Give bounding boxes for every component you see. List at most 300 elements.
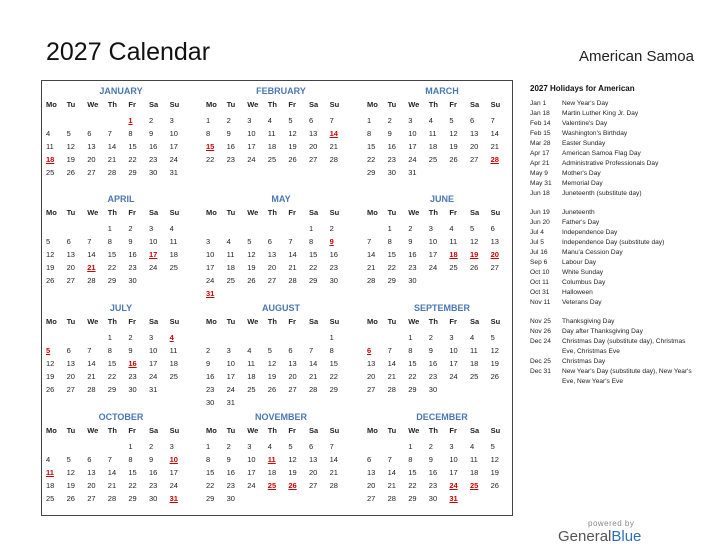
- day-cell[interactable]: 9: [408, 237, 413, 246]
- day-cell[interactable]: 29: [128, 494, 137, 503]
- day-cell[interactable]: 27: [308, 481, 318, 490]
- day-cell[interactable]: 3: [226, 346, 231, 355]
- day-cell[interactable]: 11: [428, 129, 437, 138]
- day-cell[interactable]: 3: [247, 116, 252, 125]
- day-cell[interactable]: 24: [408, 155, 417, 164]
- day-cell[interactable]: 14: [308, 359, 318, 368]
- day-cell[interactable]: 4: [226, 237, 231, 246]
- holiday-day-cell[interactable]: 18: [46, 155, 55, 164]
- day-cell[interactable]: 17: [449, 468, 458, 477]
- day-cell[interactable]: 16: [206, 372, 215, 381]
- day-cell[interactable]: 25: [247, 385, 256, 394]
- day-cell[interactable]: 31: [226, 398, 235, 407]
- day-cell[interactable]: 14: [387, 359, 396, 368]
- day-cell[interactable]: 19: [490, 468, 499, 477]
- day-cell[interactable]: 2: [387, 116, 392, 125]
- day-cell[interactable]: 25: [169, 372, 178, 381]
- day-cell[interactable]: 30: [408, 276, 417, 285]
- day-cell[interactable]: 4: [428, 116, 433, 125]
- day-cell[interactable]: 2: [148, 442, 154, 451]
- day-cell[interactable]: 8: [107, 346, 112, 355]
- day-cell[interactable]: 27: [87, 494, 96, 503]
- day-cell[interactable]: 22: [107, 263, 117, 272]
- day-cell[interactable]: 30: [148, 168, 158, 177]
- holiday-day-cell[interactable]: 11: [46, 468, 54, 477]
- day-cell[interactable]: 22: [367, 155, 376, 164]
- day-cell[interactable]: 16: [428, 359, 438, 368]
- day-cell[interactable]: 27: [308, 155, 318, 164]
- day-cell[interactable]: 20: [308, 468, 318, 477]
- day-cell[interactable]: 28: [107, 494, 117, 503]
- day-cell[interactable]: 27: [87, 168, 96, 177]
- day-cell[interactable]: 27: [469, 155, 479, 164]
- day-cell[interactable]: 22: [107, 372, 117, 381]
- day-cell[interactable]: 10: [408, 129, 417, 138]
- day-cell[interactable]: 8: [367, 129, 372, 138]
- day-cell[interactable]: 21: [329, 142, 338, 151]
- day-cell[interactable]: 17: [226, 372, 235, 381]
- day-cell[interactable]: 9: [428, 346, 433, 355]
- day-cell[interactable]: 15: [206, 468, 215, 477]
- day-cell[interactable]: 27: [66, 276, 75, 285]
- day-cell[interactable]: 12: [46, 359, 55, 368]
- day-cell[interactable]: 18: [169, 359, 178, 368]
- day-cell[interactable]: 7: [329, 442, 334, 451]
- holiday-day-cell[interactable]: 9: [329, 237, 334, 246]
- day-cell[interactable]: 12: [66, 468, 75, 477]
- day-cell[interactable]: 24: [148, 263, 158, 272]
- day-cell[interactable]: 29: [308, 276, 318, 285]
- day-cell[interactable]: 10: [148, 237, 158, 246]
- day-cell[interactable]: 3: [428, 224, 433, 233]
- day-cell[interactable]: 11: [469, 346, 478, 355]
- day-cell[interactable]: 26: [46, 276, 55, 285]
- day-cell[interactable]: 18: [267, 142, 277, 151]
- day-cell[interactable]: 22: [128, 155, 137, 164]
- day-cell[interactable]: 25: [169, 263, 178, 272]
- holiday-day-cell[interactable]: 1: [128, 116, 133, 125]
- day-cell[interactable]: 11: [267, 129, 276, 138]
- day-cell[interactable]: 10: [449, 455, 458, 464]
- day-cell[interactable]: 14: [107, 468, 117, 477]
- day-cell[interactable]: 8: [329, 346, 334, 355]
- day-cell[interactable]: 16: [148, 468, 158, 477]
- day-cell[interactable]: 18: [428, 142, 438, 151]
- day-cell[interactable]: 9: [206, 359, 211, 368]
- day-cell[interactable]: 29: [387, 276, 396, 285]
- day-cell[interactable]: 1: [308, 224, 314, 233]
- day-cell[interactable]: 2: [408, 224, 413, 233]
- day-cell[interactable]: 23: [408, 263, 417, 272]
- day-cell[interactable]: 8: [408, 455, 413, 464]
- day-cell[interactable]: 24: [226, 385, 235, 394]
- day-cell[interactable]: 26: [46, 385, 55, 394]
- holiday-day-cell[interactable]: 18: [449, 250, 458, 259]
- day-cell[interactable]: 9: [387, 129, 392, 138]
- day-cell[interactable]: 23: [128, 372, 137, 381]
- day-cell[interactable]: 15: [329, 359, 338, 368]
- day-cell[interactable]: 14: [387, 468, 396, 477]
- holiday-day-cell[interactable]: 31: [206, 289, 215, 298]
- day-cell[interactable]: 13: [267, 250, 277, 259]
- day-cell[interactable]: 29: [408, 385, 417, 394]
- day-cell[interactable]: 23: [148, 155, 158, 164]
- day-cell[interactable]: 19: [247, 263, 256, 272]
- day-cell[interactable]: 3: [148, 333, 154, 342]
- day-cell[interactable]: 10: [449, 346, 458, 355]
- holiday-day-cell[interactable]: 5: [46, 346, 51, 355]
- day-cell[interactable]: 2: [128, 333, 133, 342]
- day-cell[interactable]: 22: [128, 481, 137, 490]
- day-cell[interactable]: 19: [46, 263, 55, 272]
- day-cell[interactable]: 21: [387, 481, 396, 490]
- day-cell[interactable]: 8: [128, 129, 133, 138]
- day-cell[interactable]: 21: [490, 142, 499, 151]
- day-cell[interactable]: 24: [206, 276, 215, 285]
- day-cell[interactable]: 4: [267, 442, 272, 451]
- day-cell[interactable]: 4: [46, 129, 51, 138]
- day-cell[interactable]: 25: [428, 155, 438, 164]
- day-cell[interactable]: 27: [288, 385, 297, 394]
- holiday-day-cell[interactable]: 20: [490, 250, 499, 259]
- day-cell[interactable]: 6: [66, 346, 71, 355]
- day-cell[interactable]: 15: [408, 359, 417, 368]
- day-cell[interactable]: 20: [87, 481, 96, 490]
- day-cell[interactable]: 23: [206, 385, 215, 394]
- day-cell[interactable]: 1: [206, 116, 211, 125]
- day-cell[interactable]: 10: [247, 129, 256, 138]
- day-cell[interactable]: 4: [469, 442, 475, 451]
- day-cell[interactable]: 18: [267, 468, 277, 477]
- day-cell[interactable]: 15: [128, 468, 137, 477]
- day-cell[interactable]: 17: [206, 263, 215, 272]
- day-cell[interactable]: 28: [308, 385, 318, 394]
- day-cell[interactable]: 5: [288, 116, 293, 125]
- day-cell[interactable]: 31: [408, 168, 417, 177]
- day-cell[interactable]: 2: [148, 116, 154, 125]
- day-cell[interactable]: 15: [107, 250, 117, 259]
- day-cell[interactable]: 23: [329, 263, 338, 272]
- holiday-day-cell[interactable]: 31: [169, 494, 178, 503]
- day-cell[interactable]: 13: [469, 129, 479, 138]
- day-cell[interactable]: 26: [288, 155, 297, 164]
- day-cell[interactable]: 14: [87, 359, 96, 368]
- day-cell[interactable]: 12: [247, 250, 256, 259]
- day-cell[interactable]: 12: [267, 359, 277, 368]
- day-cell[interactable]: 26: [267, 385, 277, 394]
- day-cell[interactable]: 27: [267, 276, 277, 285]
- day-cell[interactable]: 12: [46, 250, 55, 259]
- day-cell[interactable]: 6: [87, 129, 92, 138]
- day-cell[interactable]: 28: [329, 481, 338, 490]
- day-cell[interactable]: 3: [408, 116, 413, 125]
- holiday-day-cell[interactable]: 28: [490, 155, 499, 164]
- day-cell[interactable]: 3: [449, 333, 454, 342]
- holiday-day-cell[interactable]: 26: [288, 481, 297, 490]
- day-cell[interactable]: 5: [288, 442, 293, 451]
- day-cell[interactable]: 29: [128, 168, 137, 177]
- day-cell[interactable]: 3: [206, 237, 211, 246]
- day-cell[interactable]: 7: [367, 237, 372, 246]
- day-cell[interactable]: 10: [169, 129, 178, 138]
- holiday-day-cell[interactable]: 31: [449, 494, 458, 503]
- day-cell[interactable]: 21: [107, 155, 117, 164]
- day-cell[interactable]: 1: [329, 333, 334, 342]
- day-cell[interactable]: 26: [490, 372, 499, 381]
- day-cell[interactable]: 7: [87, 237, 92, 246]
- day-cell[interactable]: 21: [387, 372, 396, 381]
- day-cell[interactable]: 25: [469, 372, 479, 381]
- day-cell[interactable]: 28: [107, 168, 117, 177]
- day-cell[interactable]: 31: [169, 168, 178, 177]
- day-cell[interactable]: 17: [408, 142, 417, 151]
- day-cell[interactable]: 14: [87, 250, 96, 259]
- day-cell[interactable]: 6: [308, 116, 314, 125]
- day-cell[interactable]: 10: [428, 237, 438, 246]
- day-cell[interactable]: 16: [226, 468, 235, 477]
- day-cell[interactable]: 14: [329, 455, 338, 464]
- day-cell[interactable]: 23: [226, 481, 235, 490]
- day-cell[interactable]: 10: [226, 359, 235, 368]
- day-cell[interactable]: 29: [206, 494, 215, 503]
- day-cell[interactable]: 8: [206, 455, 211, 464]
- day-cell[interactable]: 11: [449, 237, 458, 246]
- day-cell[interactable]: 7: [107, 129, 112, 138]
- day-cell[interactable]: 20: [367, 481, 376, 490]
- day-cell[interactable]: 11: [469, 455, 478, 464]
- day-cell[interactable]: 27: [66, 385, 75, 394]
- day-cell[interactable]: 24: [169, 481, 178, 490]
- day-cell[interactable]: 13: [308, 129, 318, 138]
- day-cell[interactable]: 22: [206, 481, 215, 490]
- day-cell[interactable]: 1: [107, 333, 112, 342]
- day-cell[interactable]: 22: [408, 372, 417, 381]
- day-cell[interactable]: 29: [107, 276, 117, 285]
- day-cell[interactable]: 12: [490, 346, 499, 355]
- day-cell[interactable]: 27: [367, 385, 376, 394]
- day-cell[interactable]: 13: [87, 142, 96, 151]
- holiday-day-cell[interactable]: 11: [267, 455, 276, 464]
- day-cell[interactable]: 6: [267, 237, 272, 246]
- day-cell[interactable]: 9: [226, 129, 231, 138]
- day-cell[interactable]: 2: [226, 116, 231, 125]
- day-cell[interactable]: 24: [449, 372, 458, 381]
- day-cell[interactable]: 22: [206, 155, 215, 164]
- day-cell[interactable]: 16: [226, 142, 235, 151]
- day-cell[interactable]: 19: [490, 359, 499, 368]
- day-cell[interactable]: 22: [329, 372, 338, 381]
- day-cell[interactable]: 28: [87, 276, 96, 285]
- day-cell[interactable]: 23: [226, 155, 235, 164]
- day-cell[interactable]: 30: [128, 276, 137, 285]
- day-cell[interactable]: 13: [288, 359, 297, 368]
- day-cell[interactable]: 14: [490, 129, 499, 138]
- day-cell[interactable]: 28: [387, 385, 396, 394]
- day-cell[interactable]: 24: [428, 263, 438, 272]
- day-cell[interactable]: 30: [329, 276, 338, 285]
- day-cell[interactable]: 16: [329, 250, 338, 259]
- day-cell[interactable]: 13: [66, 250, 75, 259]
- day-cell[interactable]: 20: [469, 142, 479, 151]
- holiday-day-cell[interactable]: 14: [329, 129, 338, 138]
- day-cell[interactable]: 16: [148, 142, 158, 151]
- day-cell[interactable]: 25: [46, 168, 55, 177]
- day-cell[interactable]: 4: [46, 455, 51, 464]
- day-cell[interactable]: 30: [206, 398, 215, 407]
- day-cell[interactable]: 22: [308, 263, 318, 272]
- day-cell[interactable]: 8: [206, 129, 211, 138]
- day-cell[interactable]: 13: [367, 359, 376, 368]
- day-cell[interactable]: 2: [128, 224, 133, 233]
- day-cell[interactable]: 27: [367, 494, 376, 503]
- day-cell[interactable]: 19: [46, 372, 55, 381]
- day-cell[interactable]: 9: [148, 455, 154, 464]
- day-cell[interactable]: 25: [267, 155, 277, 164]
- day-cell[interactable]: 14: [107, 142, 117, 151]
- day-cell[interactable]: 13: [66, 359, 75, 368]
- day-cell[interactable]: 15: [128, 142, 137, 151]
- day-cell[interactable]: 7: [87, 346, 92, 355]
- day-cell[interactable]: 6: [66, 237, 71, 246]
- day-cell[interactable]: 1: [367, 116, 372, 125]
- day-cell[interactable]: 12: [490, 455, 499, 464]
- day-cell[interactable]: 20: [308, 142, 318, 151]
- day-cell[interactable]: 21: [329, 468, 338, 477]
- day-cell[interactable]: 27: [490, 263, 499, 272]
- day-cell[interactable]: 22: [387, 263, 396, 272]
- day-cell[interactable]: 7: [329, 116, 334, 125]
- day-cell[interactable]: 28: [288, 276, 297, 285]
- day-cell[interactable]: 1: [408, 333, 413, 342]
- day-cell[interactable]: 9: [428, 455, 433, 464]
- day-cell[interactable]: 29: [367, 168, 376, 177]
- day-cell[interactable]: 26: [66, 494, 75, 503]
- day-cell[interactable]: 16: [408, 250, 417, 259]
- day-cell[interactable]: 30: [128, 385, 137, 394]
- day-cell[interactable]: 2: [206, 346, 211, 355]
- day-cell[interactable]: 25: [226, 276, 235, 285]
- holiday-day-cell[interactable]: 4: [169, 333, 174, 342]
- day-cell[interactable]: 5: [66, 455, 71, 464]
- day-cell[interactable]: 1: [128, 442, 133, 451]
- day-cell[interactable]: 22: [408, 481, 417, 490]
- day-cell[interactable]: 24: [148, 372, 158, 381]
- day-cell[interactable]: 19: [449, 142, 458, 151]
- day-cell[interactable]: 23: [148, 481, 158, 490]
- day-cell[interactable]: 1: [387, 224, 392, 233]
- day-cell[interactable]: 12: [449, 129, 458, 138]
- day-cell[interactable]: 9: [128, 237, 133, 246]
- day-cell[interactable]: 19: [288, 142, 297, 151]
- day-cell[interactable]: 2: [428, 333, 433, 342]
- day-cell[interactable]: 17: [449, 359, 458, 368]
- day-cell[interactable]: 8: [308, 237, 314, 246]
- day-cell[interactable]: 5: [469, 224, 475, 233]
- day-cell[interactable]: 18: [226, 263, 235, 272]
- day-cell[interactable]: 10: [247, 455, 256, 464]
- day-cell[interactable]: 7: [490, 116, 495, 125]
- day-cell[interactable]: 13: [490, 237, 499, 246]
- day-cell[interactable]: 10: [148, 346, 158, 355]
- day-cell[interactable]: 30: [226, 494, 235, 503]
- day-cell[interactable]: 8: [107, 237, 112, 246]
- day-cell[interactable]: 11: [226, 250, 235, 259]
- brand-logo[interactable]: [558, 528, 641, 545]
- day-cell[interactable]: 25: [46, 494, 55, 503]
- day-cell[interactable]: 5: [490, 333, 495, 342]
- day-cell[interactable]: 29: [408, 494, 417, 503]
- day-cell[interactable]: 16: [387, 142, 396, 151]
- day-cell[interactable]: 15: [367, 142, 376, 151]
- day-cell[interactable]: 7: [387, 455, 392, 464]
- day-cell[interactable]: 24: [247, 481, 256, 490]
- day-cell[interactable]: 20: [288, 372, 297, 381]
- day-cell[interactable]: 25: [449, 263, 458, 272]
- day-cell[interactable]: 15: [107, 359, 117, 368]
- day-cell[interactable]: 17: [247, 142, 256, 151]
- day-cell[interactable]: 1: [107, 224, 112, 233]
- day-cell[interactable]: 12: [66, 142, 75, 151]
- day-cell[interactable]: 15: [308, 250, 318, 259]
- day-cell[interactable]: 4: [449, 224, 454, 233]
- day-cell[interactable]: 6: [367, 455, 372, 464]
- holiday-day-cell[interactable]: 15: [206, 142, 215, 151]
- day-cell[interactable]: 30: [148, 494, 158, 503]
- day-cell[interactable]: 11: [169, 237, 178, 246]
- day-cell[interactable]: 26: [66, 168, 75, 177]
- day-cell[interactable]: 1: [408, 442, 413, 451]
- holiday-day-cell[interactable]: 25: [267, 481, 277, 490]
- day-cell[interactable]: 18: [469, 359, 479, 368]
- day-cell[interactable]: 6: [288, 346, 293, 355]
- day-cell[interactable]: 28: [387, 494, 396, 503]
- day-cell[interactable]: 9: [148, 129, 154, 138]
- day-cell[interactable]: 28: [329, 155, 338, 164]
- day-cell[interactable]: 16: [128, 250, 137, 259]
- day-cell[interactable]: 23: [387, 155, 396, 164]
- day-cell[interactable]: 7: [288, 237, 293, 246]
- day-cell[interactable]: 30: [428, 494, 438, 503]
- day-cell[interactable]: 29: [107, 385, 117, 394]
- day-cell[interactable]: 24: [247, 155, 256, 164]
- day-cell[interactable]: 2: [329, 224, 334, 233]
- day-cell[interactable]: 5: [267, 346, 272, 355]
- day-cell[interactable]: 17: [148, 359, 158, 368]
- day-cell[interactable]: 1: [206, 442, 211, 451]
- day-cell[interactable]: 19: [288, 468, 297, 477]
- day-cell[interactable]: 12: [288, 455, 297, 464]
- day-cell[interactable]: 4: [469, 333, 475, 342]
- day-cell[interactable]: 7: [308, 346, 314, 355]
- day-cell[interactable]: 21: [87, 372, 96, 381]
- day-cell[interactable]: 5: [247, 237, 252, 246]
- day-cell[interactable]: 2: [226, 442, 231, 451]
- day-cell[interactable]: 3: [169, 116, 174, 125]
- day-cell[interactable]: 21: [308, 372, 318, 381]
- day-cell[interactable]: 20: [267, 263, 277, 272]
- day-cell[interactable]: 12: [288, 129, 297, 138]
- day-cell[interactable]: 18: [169, 250, 178, 259]
- holiday-day-cell[interactable]: 6: [367, 346, 372, 355]
- day-cell[interactable]: 6: [87, 455, 92, 464]
- day-cell[interactable]: 14: [367, 250, 376, 259]
- holiday-day-cell[interactable]: 24: [449, 481, 458, 490]
- day-cell[interactable]: 26: [449, 155, 458, 164]
- day-cell[interactable]: 11: [46, 142, 54, 151]
- day-cell[interactable]: 7: [107, 455, 112, 464]
- day-cell[interactable]: 17: [247, 468, 256, 477]
- day-cell[interactable]: 4: [247, 346, 252, 355]
